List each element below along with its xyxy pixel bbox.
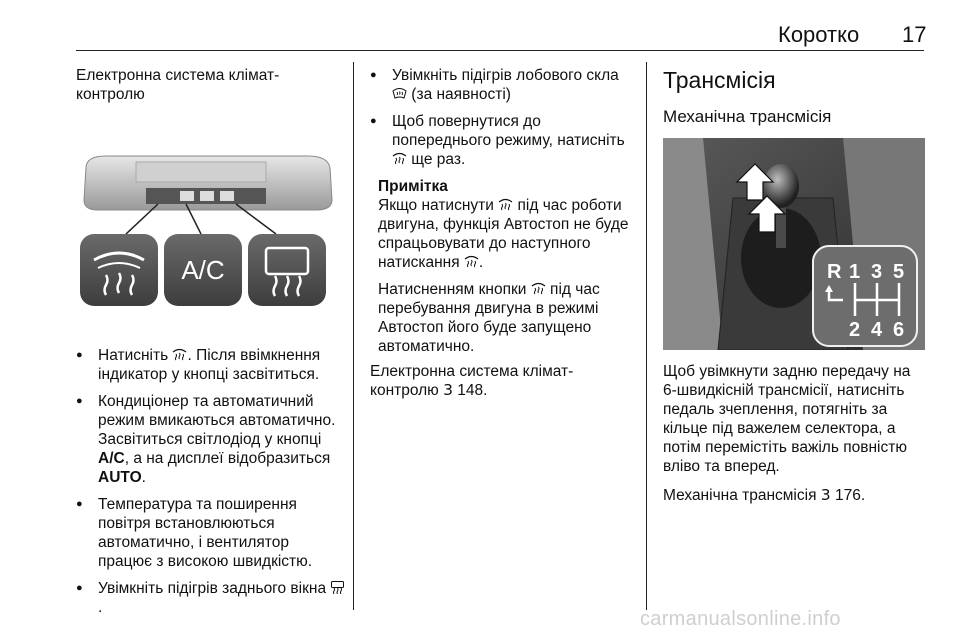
gear-5: 5 [893,261,905,283]
column-divider-2 [646,62,647,610]
climate-crossref: Електронна система клімат-контролю 3 148. [370,363,574,399]
rear-defrost-button-illustration [248,234,326,306]
note-paragraph-2: Натисненням кнопки під час перебування двигуна в режимі Автостоп його буде запущено автоматично. [378,281,600,355]
column-2 [370,66,638,400]
gear-6: 6 [893,319,905,341]
climate-panel-illustration [76,148,346,308]
front-defrost-icon [531,282,546,295]
header-rule [76,50,924,51]
column-3 [663,66,927,505]
page-header [0,22,960,52]
ac-button-illustration [164,234,242,306]
gear-1: 1 [849,261,861,283]
gear-shift-illustration [663,138,925,350]
list-item: ● Щоб повернутися до попереднього режиму, натисніть ще раз. [370,112,638,169]
gear-4: 4 [871,319,883,341]
list-item: ● Кондиціонер та автоматичний режим вмикаються автоматично. Засвітиться світлодіод у кнопці A/C, а на дисплеї відобразиться AUTO. [76,392,346,487]
note-block [370,177,638,356]
list-item: ● Увімкніть підігрів лобового скла (за наявності) [370,66,638,104]
windshield-heat-icon [392,87,407,100]
gear-2: 2 [849,319,861,341]
transmission-paragraph: Щоб увімкнути задню передачу на 6-швидкісній трансмісії, натисніть педаль зчеплення, потягніть за кільце під важелем селектора, а потім перемістіть важіль повністю вліво та вперед. [663,363,911,475]
front-defrost-button-illustration [80,234,158,306]
page-ref-arrow: 3 [820,486,831,504]
crossref-link[interactable]: 176. [830,487,866,504]
manual-transmission-heading: Механічна трансмісія [663,107,832,126]
transmission-heading: Трансмісія [663,67,776,93]
transmission-crossref: Механічна трансмісія 3 176. [663,486,866,504]
note-title: Примітка [378,178,448,195]
section-title: Коротко [778,22,860,47]
gear-3: 3 [871,261,883,283]
gear-r: R [827,261,842,283]
watermark: carmanualsonline.info [640,608,841,630]
list-item: ● Температура та поширення повітря встановлюються автоматично, і вентилятор працює з високою швидкістю. [76,495,346,571]
page-number: 17 [902,22,927,47]
front-defrost-icon [464,255,479,268]
front-defrost-icon [172,348,187,361]
defrost-steps-list [370,66,638,169]
front-defrost-icon [498,198,513,211]
rear-defrost-icon [330,581,345,594]
page-ref-arrow: 3 [443,381,453,399]
note-paragraph-1: Якщо натиснути під час роботи двигуна, функція Автостоп не буде спрацьовувати до наступного натискання . [378,197,629,271]
climate-steps-list [76,346,346,617]
list-item: ● Натисніть . Після ввімкнення індикатор у кнопці засвітиться. [76,346,346,384]
column-divider-1 [353,62,354,610]
column-1 [76,66,346,625]
front-defrost-icon [392,152,407,165]
crossref-link[interactable]: 148. [453,382,488,399]
list-item: ● Увімкніть підігрів заднього вікна . [76,579,346,617]
climate-heading: Електронна система клімат-контролю [76,67,280,103]
ac-label: A/C [181,255,225,285]
